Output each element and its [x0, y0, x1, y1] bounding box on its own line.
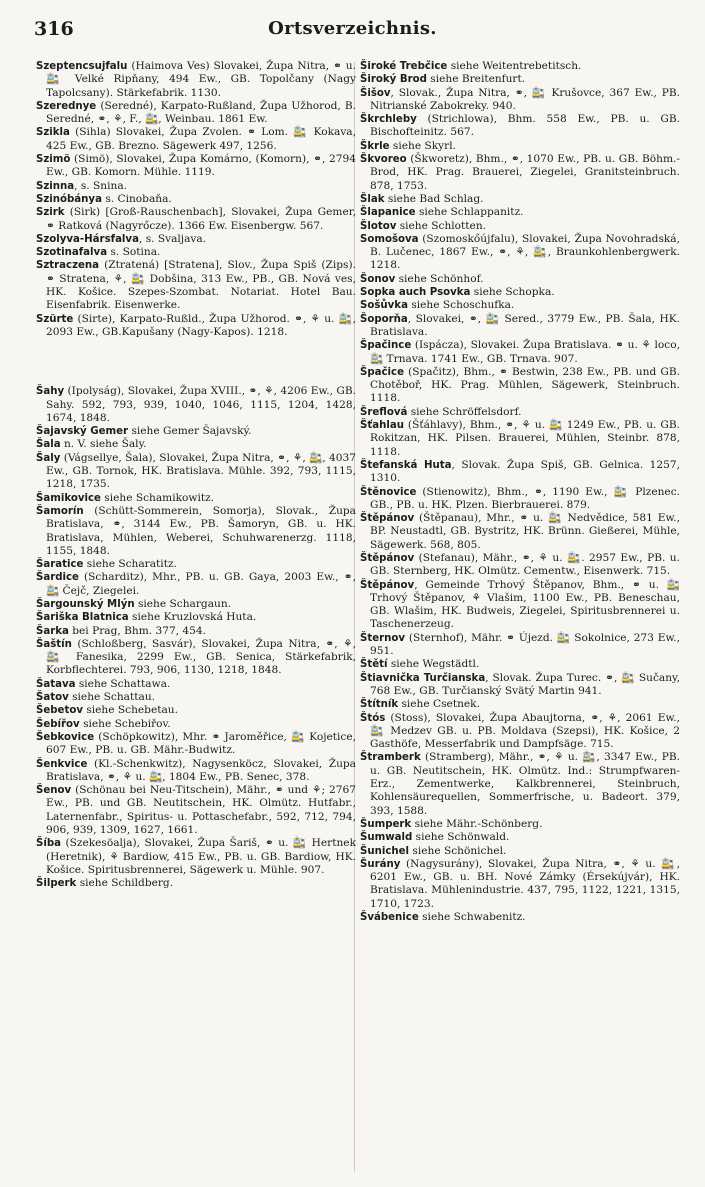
entry-headword: Široké Trebčice	[360, 61, 448, 72]
entry-text: siehe Schoschufka.	[407, 299, 515, 312]
index-entry	[36, 784, 356, 837]
entry-headword: Šatov	[36, 692, 69, 704]
entry-text: , Gemeinde Trhový Štěpanov, Bhm., ⚭ u. 🚉 Trhový Štěpanov, ⚘ Vlašim, 1100 Ew., PB. Beneschau, GB. Wlašim, HK. Budweis, Ziegelei, Spiritusbrennerei u. Taschenerzeug.	[370, 578, 680, 631]
index-entry	[360, 113, 680, 140]
entry-headword: Sztraczena	[36, 260, 100, 272]
index-entry	[36, 718, 356, 731]
entry-text: (Štěpanau), Mhr., ⚭ u. 🚉 Nedvědice, 581 Ew., BP. Neustadtl, GB. Bystritz, HK. Brünn. Gießerei, Mühle, Sägewerk. 568, 805.	[370, 512, 680, 551]
right-column	[360, 60, 680, 924]
entry-headword: Szikla	[36, 127, 70, 139]
entry-text: siehe Weitentrebetitsch.	[447, 60, 582, 72]
entry-headword: Šamikovice	[36, 492, 101, 504]
index-entry	[360, 193, 680, 206]
entry-headword: Široký Brod	[360, 74, 427, 86]
entry-text: (Spačitz), Bhm., ⚭ Bestwin, 238 Ew., PB. und GB. Chotěboř, HK. Prag. Mühlen, Sägewerk, Steinbruch. 1118.	[370, 365, 680, 405]
index-entry	[36, 100, 356, 127]
index-entry	[36, 313, 356, 340]
index-entry	[36, 425, 356, 438]
entry-text: (Stoss), Slovakei, Župa Abaujtorna, ⚭, ⚘, 2061 Ew., 🚉 Medzev GB. u. PB. Moldava (Szepsi), HK. Košice, 2 Gasthöfe, Messerfabrik und Dampfsäge. 715.	[370, 711, 680, 751]
entry-headword: Šternov	[360, 632, 406, 644]
entry-headword: Šilperk	[36, 878, 77, 890]
index-entry	[36, 505, 356, 558]
entry-text: siehe Schönichel.	[409, 844, 507, 857]
entry-text: siehe Kruzlovská Huta.	[128, 611, 257, 624]
entry-text: siehe Schröffelsdorf.	[407, 405, 522, 418]
entry-headword: Szotinafalva	[36, 247, 108, 259]
index-entry	[36, 206, 356, 233]
entry-text: (Škworetz), Bhm., ⚭, 1070 Ew., PB. u. GB. Böhm.-Brod, HK. Prag. Brauerei, Ziegelei, Granitsteinbruch. 878, 1753.	[370, 153, 680, 192]
index-entry	[360, 845, 680, 858]
section-gap	[36, 339, 356, 385]
entry-text: (Sirte), Karpato-Rußld., Župa Užhorod. ⚭, ⚘ u. 🚉, 2093 Ew., GB.Kapušany (Nagy-Kapos). 1218.	[46, 312, 356, 338]
index-entry	[36, 571, 356, 598]
entry-text: (Stienowitz), Bhm., ⚭, 1190 Ew., 🚉 Plzenec. GB., PB. u. HK. Plzen. Bierbrauerei. 879.	[370, 485, 680, 511]
index-entry	[36, 193, 356, 206]
entry-text: , s. Snina.	[74, 179, 128, 192]
entry-text: , Slovakei, ⚭, 🚉 Sered., 3779 Ew., PB. Šala, HK. Bratislava.	[370, 312, 680, 338]
index-entry	[360, 286, 680, 299]
index-entry	[36, 731, 356, 758]
index-entry	[360, 672, 680, 699]
entry-text: siehe Bad Schlag.	[384, 192, 484, 205]
entry-headword: Štefanská Huta	[360, 459, 452, 471]
running-title: Ortsverzeichnis.	[268, 18, 437, 39]
entry-text: siehe Breitenfurt.	[426, 73, 526, 86]
index-entry	[360, 153, 680, 193]
entry-headword: Šurány	[360, 858, 401, 870]
index-entry	[360, 220, 680, 233]
index-entry	[360, 486, 680, 513]
entry-headword: Šajavský Gemer	[36, 426, 129, 438]
entry-headword: Šreflová	[360, 406, 408, 418]
entry-headword: Šumperk	[360, 818, 412, 830]
page-header	[0, 12, 705, 46]
entry-headword: Šaratice	[36, 559, 84, 571]
entry-headword: Šebířov	[36, 718, 80, 730]
entry-text: siehe Mähr.-Schönberg.	[411, 817, 543, 830]
entry-headword: Szeptencsujfalu	[36, 61, 128, 72]
index-entry	[360, 459, 680, 486]
index-entry	[360, 366, 680, 406]
entry-text: , Slovak. Župa Turec. ⚭, 🚉 Sučany, 768 Ew., GB. Turčianský Svätý Martin 941.	[370, 671, 680, 697]
index-entry	[360, 233, 680, 273]
entry-text: siehe Gemer Šajavský.	[128, 425, 252, 438]
entry-headword: Sopka auch Psovka	[360, 287, 471, 299]
index-entry	[360, 818, 680, 831]
entry-headword: Škrle	[360, 140, 390, 152]
index-entry	[360, 206, 680, 219]
entry-text: (Ipolyság), Slovakei, Župa XVIII., ⚭, ⚘, 4206 Ew., GB. Sahy. 592, 793, 939, 1040, 1046, 1115, 1204, 1428, 1674, 1848.	[46, 385, 356, 424]
index-entry	[36, 625, 356, 638]
entry-text: (Haimova Ves) Slovakei, Župa Nitra, ⚭ u. 🚉 Velké Ripňany, 494 Ew., GB. Topolčany (Nagy Tapolcsany). Stärkefabrik. 1130.	[46, 60, 356, 99]
entry-headword: Švábenice	[360, 912, 419, 923]
entry-headword: Šišov	[360, 87, 391, 99]
entry-headword: Somošova	[360, 233, 419, 245]
entry-text: (Šťáhlavy), Bhm., ⚭, ⚘ u. 🚉 1249 Ew., PB. u. GB. Rokitzan, HK. Pilsen. Brauerei, Mühlen, Steinbr. 878, 1118.	[370, 419, 680, 458]
entry-headword: Šlotov	[360, 220, 397, 232]
entry-headword: Šonov	[360, 273, 396, 285]
entry-headword: Szolyva-Hársfalva	[36, 233, 139, 245]
index-entry	[360, 419, 680, 459]
index-entry	[36, 438, 356, 451]
entry-text: , Slovak. Župa Spiš, GB. Gelnica. 1257, 1310.	[370, 458, 680, 485]
entry-headword: Špačince	[360, 340, 412, 352]
entry-text: (Ispácza), Slovakei. Župa Bratislava. ⚭ u. ⚘ loco, 🚉 Trnava. 1741 Ew., GB. Trnava. 907.	[370, 339, 680, 365]
entry-text: (Szomoskőújfalu), Slovakei, Župa Novohradská, B. Lučenec, 1867 Ew., ⚭, ⚘, 🚉, Braunkohlenbergwerk. 1218.	[370, 232, 680, 272]
entry-text: siehe Schlotten.	[396, 219, 487, 232]
index-entry	[36, 638, 356, 678]
index-entry	[36, 246, 356, 259]
index-entry	[36, 180, 356, 193]
entry-text: (Simö), Slovakei, Župa Komárno, (Komorn), ⚭, 2794 Ew., GB. Komorn. Mühle. 1119.	[46, 153, 356, 179]
index-entry	[360, 698, 680, 711]
entry-headword: Škvoreo	[360, 154, 407, 166]
entry-headword: Šahy	[36, 386, 65, 398]
entry-headword: Szürte	[36, 313, 74, 325]
entry-text: siehe Schargaun.	[134, 597, 232, 610]
entry-text: siehe Schildberg.	[76, 877, 174, 890]
entry-headword: Šala	[36, 439, 61, 451]
entry-headword: Šlapanice	[360, 207, 416, 219]
entry-text: (Stefanau), Mähr., ⚭, ⚘ u. 🚉. 2957 Ew., PB. u. GB. Sternberg, HK. Olmütz. Cementw., Eisenwerk. 715.	[370, 551, 680, 578]
entry-text: siehe Schönwald.	[412, 831, 510, 844]
entry-headword: Šamorín	[36, 505, 84, 517]
entry-headword: Šardice	[36, 572, 79, 584]
entry-headword: Szerednye	[36, 100, 97, 112]
entry-headword: Szirk	[36, 207, 65, 219]
entry-headword: Šatava	[36, 678, 76, 690]
entry-headword: Štítník	[360, 699, 399, 711]
entry-text: siehe Schopka.	[470, 286, 555, 299]
entry-text: (Strichlowa), Bhm. 558 Ew., PB. u. GB. Bischofteinitz. 567.	[370, 113, 680, 139]
index-entry	[36, 259, 356, 312]
entry-headword: Šíba	[36, 838, 61, 850]
entry-text: siehe Schattawa.	[75, 677, 171, 690]
entry-text: (Schütt-Sommerein, Somorja), Slovak., Župa Bratislava, ⚭, 3144 Ew., PB. Šamoryn, GB. u. HK. Bratislava, Mühlen, Weberei, Schuhwarenerzg. 1118, 1155, 1848.	[46, 504, 356, 557]
entry-headword: Štós	[360, 712, 386, 724]
entry-text: (Schloßberg, Sasvár), Slovakei, Župa Nitra, ⚭, ⚘, 🚉 Fanesika, 2299 Ew., GB. Senica, Stärkefabrik, Korbflechterei. 793, 906, 1130, 1218, 1848.	[46, 637, 356, 677]
entry-headword: Sošůvka	[360, 300, 408, 312]
entry-headword: Šarka	[36, 625, 69, 637]
entry-text: siehe Schebiřov.	[79, 717, 171, 730]
entry-text: siehe Scharatitz.	[83, 558, 177, 571]
index-entry	[36, 598, 356, 611]
left-column	[36, 60, 356, 891]
index-entry	[360, 911, 680, 924]
entry-headword: Szimö	[36, 154, 71, 166]
index-entry	[36, 60, 356, 100]
entry-headword: Šunichel	[360, 845, 410, 857]
entry-headword: Štětí	[360, 659, 388, 671]
entry-headword: Špačice	[360, 366, 404, 378]
entry-headword: Škrchleby	[360, 114, 417, 126]
entry-text: (Schöpkowitz), Mhr. ⚭ Jaroměřice, 🚉 Kojetice, 607 Ew., PB. u. GB. Mähr.-Budwitz.	[46, 730, 356, 757]
entry-headword: Šebetov	[36, 705, 83, 717]
entry-text: siehe Schlappanitz.	[415, 206, 524, 219]
entry-headword: Šargounský Mlýn	[36, 598, 135, 610]
index-entry	[36, 837, 356, 877]
entry-text: (Scharditz), Mhr., PB. u. GB. Gaya, 2003 Ew., ⚭, 🚉 Čejč, Ziegelei.	[46, 571, 356, 597]
index-entry	[36, 558, 356, 571]
entry-headword: Štěpánov	[360, 579, 415, 591]
index-entry	[360, 339, 680, 366]
entry-text: siehe Schwabenitz.	[418, 911, 526, 923]
index-entry	[36, 678, 356, 691]
index-entry	[36, 452, 356, 492]
index-entry	[360, 658, 680, 671]
entry-headword: Šaštín	[36, 638, 72, 650]
entry-text: (Kl.-Schenkwitz), Nagysenköcz, Slovakei, Župa Bratislava, ⚭, ⚘ u. 🚉, 1804 Ew., PB. Senec, 378.	[46, 757, 356, 783]
entry-text: n. V. siehe Šaly.	[60, 438, 147, 451]
entry-headword: Szinóbánya	[36, 193, 102, 205]
entry-headword: Štramberk	[360, 752, 421, 764]
index-entry	[360, 87, 680, 114]
entry-text: siehe Wegstädtl.	[387, 658, 480, 671]
index-entry	[36, 153, 356, 180]
entry-headword: Štěnovice	[360, 486, 417, 498]
entry-headword: Šenov	[36, 785, 72, 797]
entry-text: siehe Schebetau.	[82, 704, 178, 717]
index-entry	[360, 552, 680, 579]
index-entry	[360, 299, 680, 312]
index-entry	[36, 233, 356, 246]
entry-text: (Sihla) Slovakei, Župa Zvolen. ⚭ Lom. 🚉 Kokava, 425 Ew., GB. Brezno. Sägewerk 497, 1256.	[46, 126, 356, 152]
index-entry	[360, 751, 680, 817]
entry-headword: Štiavnička Turčianska	[360, 672, 486, 684]
entry-text: (Seredné), Karpato-Rußland, Župa Užhorod, B. Seredné, ⚭, ⚘, F., 🚉, Weinbau. 1861 Ew.	[46, 99, 356, 126]
entry-headword: Štěpánov	[360, 513, 415, 525]
entry-text: , Slovak., Župa Nitra, ⚭, 🚉 Krušovce, 367 Ew., PB. Nitrianské Zabokreky. 940.	[370, 86, 680, 112]
entry-text: , s. Svaljava.	[138, 232, 207, 245]
entry-text: (Nagysurány), Slovakei, Župa Nitra, ⚭, ⚘ u. 🚉, 6201 Ew., GB. u. BH. Nové Zámky (Érsekújvár), HK. Bratislava. Mühlenindustrie. 437, 795, 1122, 1221, 1315, 1710, 1723.	[370, 857, 680, 910]
index-entry	[360, 313, 680, 340]
entry-text: s. Cinobaňa.	[101, 192, 172, 205]
entry-text: siehe Schattau.	[68, 691, 156, 704]
index-entry	[360, 712, 680, 752]
entry-text: siehe Schamikowitz.	[100, 491, 215, 504]
index-entry	[360, 632, 680, 659]
index-entry	[360, 831, 680, 844]
index-entry	[36, 611, 356, 624]
entry-headword: Szinna	[36, 180, 75, 192]
page-number: 316	[34, 18, 74, 40]
entry-text: (Sternhof), Mähr. ⚭ Újezd. 🚉 Sokolnice, 273 Ew., 951.	[370, 631, 680, 658]
index-entry	[36, 691, 356, 704]
entry-text: siehe Csetnek.	[398, 698, 480, 711]
index-entry	[360, 579, 680, 632]
entry-text: s. Sotina.	[107, 246, 161, 259]
entry-headword: Šlak	[360, 193, 385, 205]
entry-headword: Šoporňa	[360, 313, 408, 325]
entry-headword: Šenkvice	[36, 758, 88, 770]
index-entry	[36, 126, 356, 153]
entry-text: (Stramberg), Mähr., ⚭, ⚘ u. 🚉, 3347 Ew., PB. u. GB. Neutitschein, HK. Olmütz. Ind.: Strumpfwaren-Erz., Zementwerke, Kalkbrennerei, Steinbruch, Kohlensäurequellen, Sommerfrische, u. Badeort. 379, 393, 1588.	[370, 751, 680, 817]
entry-text: bei Prag, Bhm. 377, 454.	[68, 624, 207, 637]
index-entry	[360, 140, 680, 153]
index-entry	[36, 704, 356, 717]
index-entry	[36, 877, 356, 890]
entry-headword: Šťahlau	[360, 420, 404, 432]
index-entry	[360, 73, 680, 86]
entry-headword: Štěpánov	[360, 552, 415, 564]
entry-headword: Šumwald	[360, 832, 413, 844]
index-entry	[360, 512, 680, 552]
index-entry	[36, 758, 356, 785]
entry-text: (Vágsellye, Šala), Slovakei, Župa Nitra, ⚭, ⚘, 🚉, 4037 Ew., GB. Tornok, HK. Bratislava. Mühle. 392, 793, 1115, 1218, 1735.	[46, 451, 356, 491]
index-entry	[360, 273, 680, 286]
entry-headword: Šaly	[36, 452, 61, 464]
entry-text: (Sirk) [Groß-Rauschenbach], Slovakei, Župa Gemer, ⚭ Ratková (Nagyrőcze). 1366 Ew. Eisenbergw. 567.	[46, 206, 356, 232]
index-entry	[36, 492, 356, 505]
entry-headword: Šebkovice	[36, 731, 95, 743]
index-entry	[360, 60, 680, 73]
index-entry	[360, 858, 680, 911]
index-entry	[360, 406, 680, 419]
entry-text: (Ztratená) [Stratena], Slov., Župa Spiš (Zips). ⚭ Stratena, ⚘, 🚉 Dobšina, 313 Ew., PB., GB. Nová ves, HK. Košice. Szepes-Szombat. Notariat. Hotel Bau. Eisenfabrik. Eisenwerke.	[46, 259, 356, 312]
entry-text: siehe Skyrl.	[389, 139, 456, 152]
entry-text: siehe Schönhof.	[395, 272, 484, 285]
entry-text: (Szekesöalja), Slovakei, Župa Šariš, ⚭ u. 🚉 Hertnek (Heretnik), ⚘ Bardiow, 415 Ew., PB. u. GB. Bardiow, HK. Košice. Spiritusbrennerei, Sägewerk u. Mühle. 907.	[46, 837, 356, 876]
entry-headword: Šariška Blatnica	[36, 612, 129, 624]
index-entry	[36, 385, 356, 425]
entry-text: (Schönau bei Neu-Titschein), Mähr., ⚭ und ⚘; 2767 Ew., PB. und GB. Neutitschein, HK. Olmütz. Hutfabr., Laternenfabr., Spiritus- u. Pottaschefabr., 592, 712, 794, 906, 939, 1309, 1627, 1661.	[46, 784, 356, 837]
